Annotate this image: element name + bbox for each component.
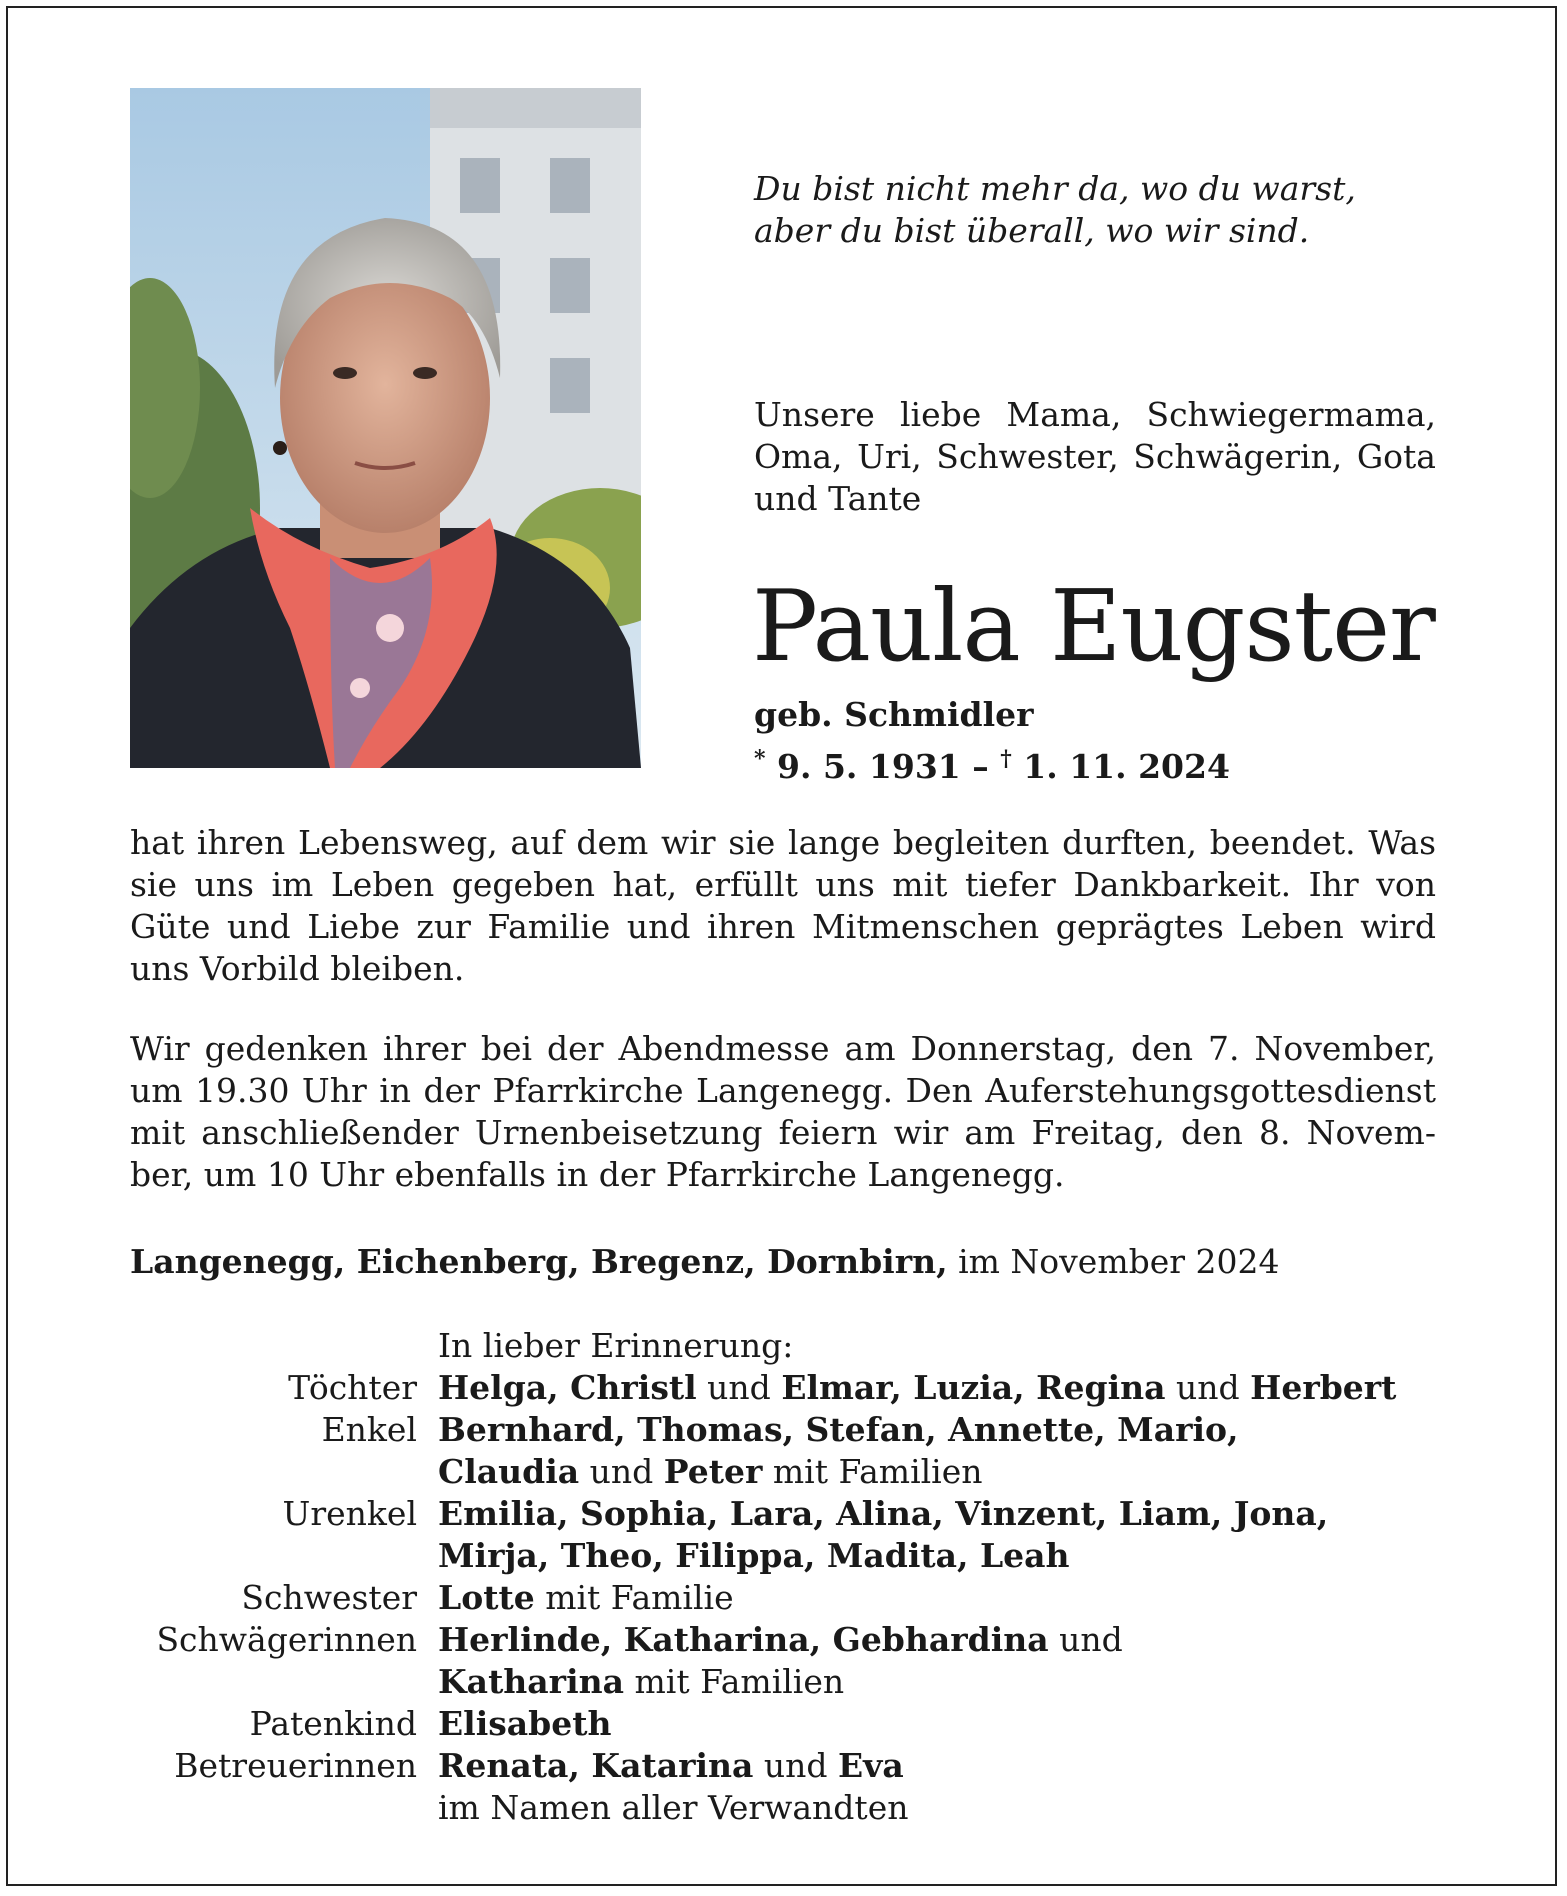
mourner-name: Mirja, Theo, Filippa, Madita, Leah [438, 1536, 1070, 1575]
mourner-names [438, 1535, 1450, 1577]
mourner-connector: mit Familien [762, 1452, 983, 1491]
mourners-list [130, 1325, 1450, 1829]
mourner-row [130, 1661, 1450, 1703]
mourner-row [130, 1451, 1450, 1493]
life-dates [754, 738, 1230, 788]
date-separator: – [960, 747, 1001, 786]
death-date: 1. 11. 2024 [1023, 747, 1230, 786]
mourner-names [438, 1409, 1450, 1451]
mourner-name: Herbert [1250, 1368, 1397, 1407]
mourner-row [130, 1619, 1450, 1661]
mourner-role: Betreuerinnen [174, 1746, 417, 1785]
intro-text: Unsere liebe Mama, Schwiegermama, Oma, Uri, Schwester, Schwägerin, Gota und Tante [754, 395, 1436, 518]
mourners-groups [130, 1367, 1450, 1829]
mourner-name: Elmar, Luzia, Regina [781, 1368, 1166, 1407]
mourner-name: Bernhard, Thomas, Stefan, Annette, Mario, [438, 1410, 1239, 1449]
body-paragraph-2-part-2: ber, um 10 Uhr ebenfalls in der Pfarrkirche Langenegg. [130, 1155, 1065, 1194]
mourner-row [130, 1535, 1450, 1577]
mourner-names [438, 1661, 1450, 1703]
mourner-role [130, 1661, 438, 1703]
death-symbol: † [1000, 746, 1012, 772]
mourner-names [438, 1367, 1450, 1409]
mourner-connector: und [1165, 1368, 1251, 1407]
mourner-names [438, 1577, 1450, 1619]
mourner-row [130, 1745, 1450, 1787]
mourner-connector: mit Familie [534, 1578, 734, 1617]
place-towns: Langenegg, Eichenberg, Bregenz, Dornbirn, [130, 1242, 948, 1281]
mourner-role [130, 1787, 438, 1829]
mourner-names [438, 1619, 1450, 1661]
place-and-date [130, 1241, 1280, 1283]
mourner-row [130, 1409, 1450, 1451]
mourner-connector: und [696, 1368, 782, 1407]
maiden-name: geb. Schmidler [754, 695, 1034, 734]
mourner-names [438, 1451, 1450, 1493]
mourner-row [130, 1787, 1450, 1829]
mourner-connector: und [579, 1452, 664, 1491]
mourner-role: Schwägerinnen [156, 1620, 417, 1659]
mourner-role: Urenkel [282, 1494, 417, 1533]
mourner-role: Enkel [321, 1410, 417, 1449]
mourner-connector: und [1048, 1620, 1123, 1659]
mourner-role: Töchter [288, 1368, 417, 1407]
mourner-name: Renata, Katarina [438, 1746, 754, 1785]
body-paragraph-2-part-1: Wir gedenken ihrer bei der Abendmesse am Donnerstag, den 7. November, um 19.30 Uhr in der Pfarrkirche Langenegg. Den Auferstehungsgottesdienst mit anschließender Urnenbeisetzung feiern wir am Freitag, den 8. Novem- [130, 1029, 1436, 1152]
mourner-name: Eva [838, 1746, 904, 1785]
deceased-name: Paula Eugster [752, 570, 1435, 684]
mourner-role [130, 1535, 438, 1577]
mourner-row [130, 1577, 1450, 1619]
birth-date: 9. 5. 1931 [777, 747, 961, 786]
mourner-names [438, 1745, 1450, 1787]
mourner-role [130, 1451, 438, 1493]
mourner-role: Schwester [241, 1578, 417, 1617]
place-date: im November 2024 [947, 1242, 1280, 1281]
mourner-name: Lotte [438, 1578, 535, 1617]
mourner-name: Helga, Christl [438, 1368, 697, 1407]
mourner-name: Herlinde, Katharina, Gebhardina [438, 1620, 1049, 1659]
mourner-connector: und [753, 1746, 839, 1785]
body-paragraph-1: hat ihren Lebensweg, auf dem wir sie lange begleiten durften, beendet. Was sie uns im Leben gegeben hat, erfüllt uns mit tiefer Dankbarkeit. Ihr von Güte und Liebe zur Familie und ihren Mitmenschen geprägtes Leben wird uns Vorbild bleiben. [130, 823, 1436, 988]
body-paragraph-2 [130, 1028, 1436, 1196]
mourner-role: Patenkind [249, 1704, 417, 1743]
mourner-connector: mit Familien [623, 1662, 845, 1701]
mourner-name: Claudia [438, 1452, 580, 1491]
mourner-connector: im Namen aller Verwandten [438, 1788, 909, 1827]
mourner-row [130, 1703, 1450, 1745]
mourner-name: Emilia, Sophia, Lara, Alina, Vinzent, Liam, Jona, [438, 1494, 1329, 1533]
birth-symbol: * [754, 746, 766, 772]
mourners-heading: In lieber Erinnerung: [438, 1326, 794, 1365]
mourner-row [130, 1493, 1450, 1535]
portrait-photo [130, 88, 641, 768]
mourner-name: Katharina [438, 1662, 624, 1701]
memorial-quote [754, 168, 1454, 252]
quote-line-1: Du bist nicht mehr da, wo du warst, [754, 169, 1356, 208]
mourner-names [438, 1703, 1450, 1745]
mourner-row [130, 1367, 1450, 1409]
mourner-name: Peter [663, 1452, 763, 1491]
mourner-name: Elisabeth [438, 1704, 612, 1743]
mourner-names [438, 1493, 1450, 1535]
quote-line-2: aber du bist überall, wo wir sind. [754, 211, 1310, 250]
mourner-names [438, 1787, 1450, 1829]
